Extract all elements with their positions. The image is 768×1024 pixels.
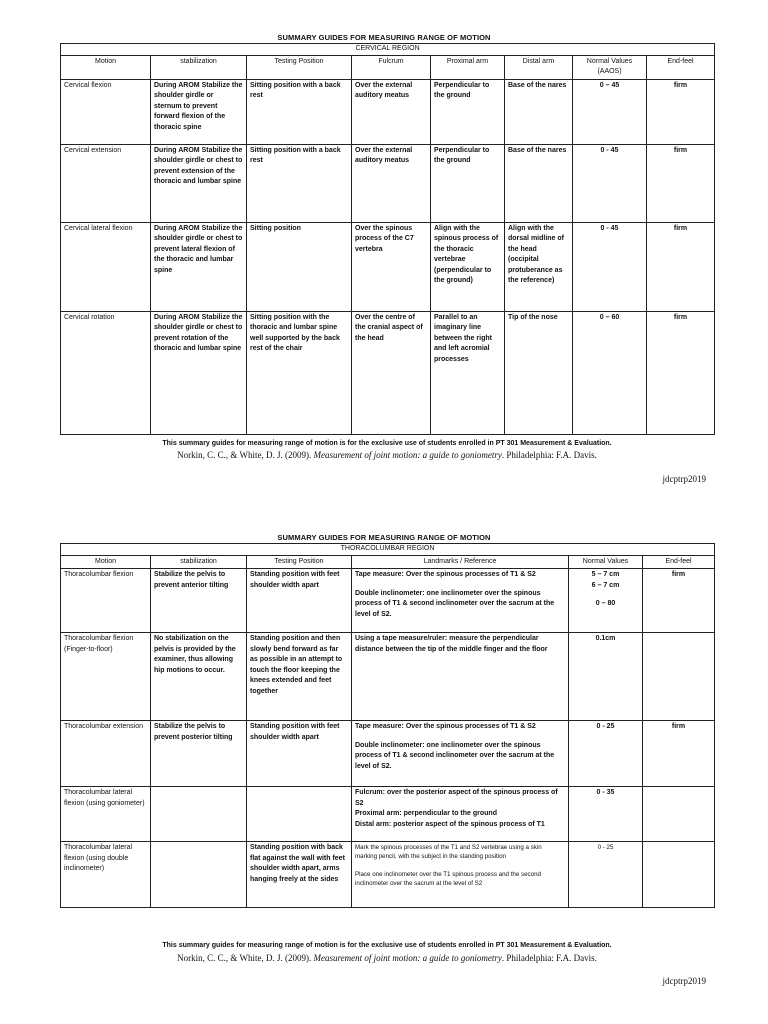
reference-citation xyxy=(60,953,714,963)
motion-cell: Thoracolumbar lateral flexion (using double inclinometer) xyxy=(61,842,151,908)
citation-authors: Norkin, C. C., & White, D. J. (2009). xyxy=(177,450,312,460)
end-feel-cell xyxy=(643,787,715,842)
motion-cell: Thoracolumbar extension xyxy=(61,721,151,787)
landmark-text: Place one inclinometer over the T1 spinous process and the second inclinometer over the sacrum at the level of S2 xyxy=(355,870,541,887)
column-header: Normal Values xyxy=(569,555,643,569)
stabilization-cell xyxy=(151,842,247,908)
region-heading: CERVICAL REGION xyxy=(61,44,715,56)
landmarks-cell xyxy=(352,721,569,787)
landmark-text: Distal arm: posterior aspect of the spinous process of T1 xyxy=(355,820,545,828)
fulcrum-cell: Over the external auditory meatus xyxy=(352,144,431,222)
usage-notice: This summary guides for measuring range of motion is for the exclusive use of students enrolled in PT 301 Measurement & Evaluation. xyxy=(162,942,612,949)
normal-value: 0 - 35 xyxy=(596,789,615,796)
normal-values-cell: 0 - 45 xyxy=(573,144,647,222)
landmark-text: Proximal arm: perpendicular to the ground xyxy=(355,810,497,817)
stabilization-cell: During AROM Stabilize the shoulder girdle or chest to prevent rotation of the thoracic and lumbar spine xyxy=(151,311,247,434)
table-row xyxy=(61,569,715,633)
end-feel-cell: firm xyxy=(647,311,715,434)
citation-publisher: . Philadelphia: F.A. Davis. xyxy=(501,953,597,963)
end-feel-cell: firm xyxy=(647,144,715,222)
landmark-text: Double inclinometer: one inclinometer over the spinous process of T1 & second inclinometer over the sacrum at the level of S2. xyxy=(355,741,555,770)
normal-value: 0 – 80 xyxy=(595,600,616,607)
end-feel-cell xyxy=(643,633,715,721)
normal-value: 5 – 7 cm xyxy=(591,571,620,578)
citation-publisher: . Philadelphia: F.A. Davis. xyxy=(501,450,597,460)
normal-values-cell: 0 – 60 xyxy=(573,311,647,434)
table-row xyxy=(61,721,715,787)
end-feel-cell: firm xyxy=(643,569,715,633)
landmarks-cell xyxy=(352,787,569,842)
stabilization-cell xyxy=(151,787,247,842)
end-feel-cell: firm xyxy=(647,222,715,311)
landmark-text: Tape measure: Over the spinous processes of T1 & S2 xyxy=(355,571,536,578)
motion-cell: Cervical lateral flexion xyxy=(61,222,151,311)
landmarks-cell xyxy=(352,633,569,721)
stabilization-cell: Stabilize the pelvis to prevent posterior tilting xyxy=(151,721,247,787)
testing-position-cell: Standing position and then slowly bend forward as far as possible in an attempt to touch the floor keeping the knees extended and feet together xyxy=(247,633,352,721)
landmark-text: Mark the spinous processes of the T1 and S2 vertebrae using a skin marking pencil, with the subject in the standing position xyxy=(355,844,542,861)
testing-position-cell: Sitting position with a back rest xyxy=(247,79,352,144)
table-row xyxy=(61,79,715,144)
column-header: Fulcrum xyxy=(352,55,431,79)
proximal-arm-cell: Perpendicular to the ground xyxy=(431,144,505,222)
table-header-row xyxy=(61,55,715,79)
column-header: Testing Position xyxy=(247,55,352,79)
table-row xyxy=(61,633,715,721)
stabilization-cell: During AROM Stabilize the shoulder girdle or chest to prevent extension of the thoracic and lumbar spine xyxy=(151,144,247,222)
stabilization-cell: Stabilize the pelvis to prevent anterior tilting xyxy=(151,569,247,633)
motion-cell: Cervical extension xyxy=(61,144,151,222)
column-header: Motion xyxy=(61,555,151,569)
testing-position-cell: Sitting position with the thoracic and lumbar spine well supported by the back rest of the chair xyxy=(247,311,352,434)
landmarks-cell xyxy=(352,569,569,633)
stabilization-cell: During AROM Stabilize the shoulder girdle or chest to prevent lateral flexion of the thoracic and lumbar spine xyxy=(151,222,247,311)
table-row xyxy=(61,144,715,222)
column-header: stabilization xyxy=(151,555,247,569)
normal-value: 6 – 7 cm xyxy=(591,581,620,589)
fulcrum-cell: Over the spinous process of the C7 vertebra xyxy=(352,222,431,311)
reference-citation xyxy=(60,450,714,460)
fulcrum-cell: Over the centre of the cranial aspect of the head xyxy=(352,311,431,434)
testing-position-cell: Sitting position xyxy=(247,222,352,311)
normal-values-cell xyxy=(569,633,643,721)
normal-values-cell: 0 - 45 xyxy=(573,222,647,311)
testing-position-cell: Standing position with back flat against the wall with feet shoulder width apart, arms hanging freely at the sides xyxy=(247,842,352,908)
motion-cell: Thoracolumbar flexion (Finger-to-floor) xyxy=(61,633,151,721)
end-feel-cell xyxy=(643,842,715,908)
table-header-row xyxy=(61,555,715,569)
testing-position-cell: Standing position with feet shoulder width apart xyxy=(247,721,352,787)
landmark-text: Tape measure: Over the spinous processes of T1 & S2 xyxy=(355,723,536,730)
thoracolumbar-table xyxy=(60,543,715,908)
motion-cell: Thoracolumbar flexion xyxy=(61,569,151,633)
table-row xyxy=(61,787,715,842)
landmark-text: Double inclinometer: one inclinometer over the spinous process of T1 & second inclinometer over the sacrum at the level of S2. xyxy=(355,589,555,618)
motion-cell: Thoracolumbar lateral flexion (using goniometer) xyxy=(61,787,151,842)
region-heading: THORACOLUMBAR REGION xyxy=(61,544,715,556)
landmark-text: Fulcrum: over the posterior aspect of the spinous process of S2 xyxy=(355,789,558,807)
normal-values-cell xyxy=(569,721,643,787)
landmarks-cell xyxy=(352,842,569,908)
normal-values-cell: 0 – 45 xyxy=(573,79,647,144)
end-feel-cell: firm xyxy=(643,721,715,787)
distal-arm-cell: Base of the nares xyxy=(505,79,573,144)
column-header: Normal Values (AAOS) xyxy=(573,55,647,79)
thoracolumbar-sheet-title: SUMMARY GUIDES FOR MEASURING RANGE OF MOTION xyxy=(277,533,491,542)
column-header: stabilization xyxy=(151,55,247,79)
testing-position-cell: Standing position with feet shoulder width apart xyxy=(247,569,352,633)
column-header: End-feel xyxy=(647,55,715,79)
stabilization-cell: During AROM Stabilize the shoulder girdle or sternum to prevent forward flexion of the thoracic spine xyxy=(151,79,247,144)
citation-authors: Norkin, C. C., & White, D. J. (2009). xyxy=(177,953,312,963)
testing-position-cell: Sitting position with a back rest xyxy=(247,144,352,222)
normal-values-cell xyxy=(569,569,643,633)
distal-arm-cell: Align with the dorsal midline of the head (occipital protuberance as the reference) xyxy=(505,222,573,311)
citation-title: Measurement of joint motion: a guide to goniometry xyxy=(313,450,502,460)
column-header: Proximal arm xyxy=(431,55,505,79)
motion-cell: Cervical flexion xyxy=(61,79,151,144)
column-header: Landmarks / Reference xyxy=(352,555,569,569)
normal-values-cell xyxy=(569,842,643,908)
normal-value: 0.1cm xyxy=(595,635,616,642)
citation-title: Measurement of joint motion: a guide to goniometry xyxy=(313,953,502,963)
column-header: Motion xyxy=(61,55,151,79)
table-row xyxy=(61,222,715,311)
normal-value: 0 - 25 xyxy=(597,844,614,851)
proximal-arm-cell: Parallel to an imaginary line between the right and left acromial processes xyxy=(431,311,505,434)
document-code: jdcptrp2019 xyxy=(662,976,706,986)
cervical-table xyxy=(60,43,715,435)
proximal-arm-cell: Perpendicular to the ground xyxy=(431,79,505,144)
table-row xyxy=(61,842,715,908)
motion-cell: Cervical rotation xyxy=(61,311,151,434)
column-header: Testing Position xyxy=(247,555,352,569)
distal-arm-cell: Base of the nares xyxy=(505,144,573,222)
distal-arm-cell: Tip of the nose xyxy=(505,311,573,434)
column-header: Distal arm xyxy=(505,55,573,79)
normal-value: 0 - 25 xyxy=(596,723,615,730)
usage-notice: This summary guides for measuring range of motion is for the exclusive use of students enrolled in PT 301 Measurement & Evaluation. xyxy=(162,440,612,447)
end-feel-cell: firm xyxy=(647,79,715,144)
landmark-text: Using a tape measure/ruler: measure the perpendicular distance between the tip of the middle finger and the floor xyxy=(355,635,548,653)
normal-values-cell xyxy=(569,787,643,842)
document-code: jdcptrp2019 xyxy=(662,474,706,484)
table-row xyxy=(61,311,715,434)
proximal-arm-cell: Align with the spinous process of the thoracic vertebrae (perpendicular to the ground) xyxy=(431,222,505,311)
testing-position-cell xyxy=(247,787,352,842)
cervical-sheet-title: SUMMARY GUIDES FOR MEASURING RANGE OF MOTION xyxy=(277,33,491,42)
column-header: End-feel xyxy=(643,555,715,569)
stabilization-cell: No stabilization on the pelvis is provided by the examiner, thus allowing hip motions to occur. xyxy=(151,633,247,721)
fulcrum-cell: Over the external auditory meatus xyxy=(352,79,431,144)
